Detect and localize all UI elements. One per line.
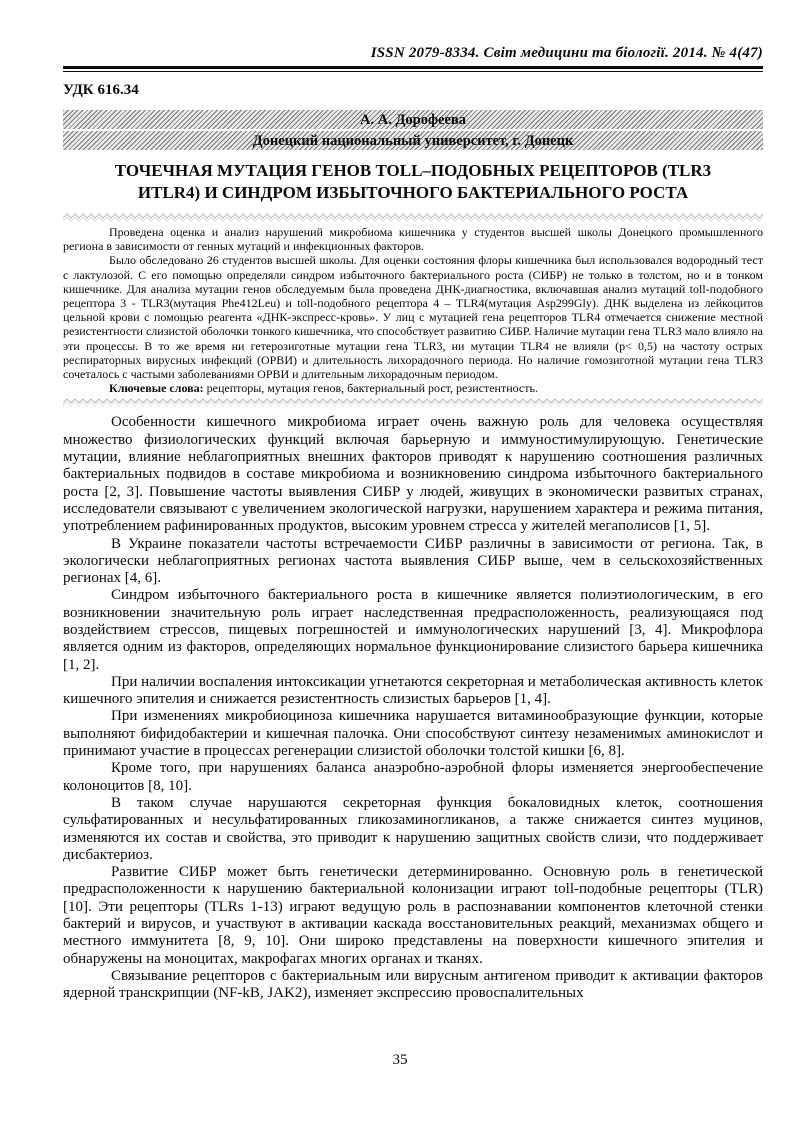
- body-paragraph: Связывание рецепторов с бактериальным или вирусным антигеном приводит к активации факторов ядерной транскрипции (NF-kB, JAK2), изменяет экспрессию провоспалительных: [63, 967, 763, 1002]
- body-paragraph: В таком случае нарушаются секреторная функция бокаловидных клеток, соотношения сульфатированных и несульфатированных гликозаминогликанов, а также снижается синтез муцинов, изменяются их состав и свойства, это приводит к нарушению защитных свойств слизи, что поддерживает дисбактериоз.: [63, 794, 763, 863]
- body-paragraph: При изменениях микробиоциноза кишечника нарушается витаминообразующие функции, которые выполняют бифидобактерии и кишечная палочка. Они способствуют синтезу незаменимых аминокислот и принимают участие в процессах регенерации слизистой оболочки толстой кишки [6, 8].: [63, 708, 763, 760]
- keywords-text: рецепторы, мутация генов, бактериальный рост, резистентность.: [203, 381, 538, 396]
- page-number: 35: [392, 1052, 408, 1068]
- author-affiliation: Донецкий национальный университет, г. Донецк: [63, 131, 763, 150]
- article-body: [63, 414, 763, 1002]
- udk-label: УДК 616.34: [63, 82, 139, 98]
- zigzag-divider-top: [63, 213, 763, 222]
- abstract-paragraph: Проведена оценка и анализ нарушений микробиома кишечника у студентов высшей школы Донецкого промышленного региона в зависимости от генных мутаций и инфекционных факторов.: [63, 225, 763, 254]
- zigzag-divider-bottom: [63, 398, 763, 407]
- body-paragraph: Развитие СИБР может быть генетически детерминированно. Основную роль в генетической предрасположенности к нарушению бактериальной колонизации играют toll-подобные рецепторы (TLR) [10]. Эти рецепторы (TLRs 1-13) играют ведущую роль в распознавании компонентов клеточной стенки бактерий и вирусов, и участвуют в активации каскада восстановительных реакций, механизмах общего и местного иммунитета [8, 9, 10]. Они широко представлены на поверхности кишечного эпителия и обнаружены на моноцитах, макрофагах многих органах и тканях.: [63, 864, 763, 967]
- article-title: ТОЧЕЧНАЯ МУТАЦИЯ ГЕНОВ TOLL–ПОДОБНЫХ РЕЦЕПТОРОВ (TLR3 ИTLR4) И СИНДРОМ ИЗБЫТОЧНОГО БАКТЕРИАЛЬНОГО РОСТА: [114, 161, 712, 202]
- journal-header: ISSN 2079-8334. Світ медицини та біології. 2014. № 4(47): [370, 45, 763, 61]
- keywords-line: [63, 381, 763, 395]
- author-name: А. А. Дорофеева: [63, 110, 763, 129]
- header-rule: [63, 66, 763, 72]
- author-block: [63, 110, 763, 150]
- body-paragraph: В Украине показатели частоты встречаемости СИБР различны в зависимости от региона. Так, в экологически неблагоприятных регионах частота выявления СИБР выше, чем в сельскохозяйственных регионах [4, 6].: [63, 535, 763, 587]
- body-paragraph: Синдром избыточного бактериального роста в кишечнике является полиэтиологическим, в его возникновении значительную роль играет наследственная предрасположенность, реализующаяся под воздействием стрессов, пищевых погрешностей и иммунологических нарушений [3, 4]. Микрофлора является одним из факторов, определяющих нормальное функционирование слизистого барьера кишечника [1, 2].: [63, 587, 763, 673]
- page-content: [63, 0, 763, 1003]
- abstract-section: [63, 225, 763, 395]
- abstract-paragraph: Было обследовано 26 студентов высшей школы. Для оценки состояния флоры кишечника был использовался водородный тест с лактулозой. С его помощью определяли синдром избыточного бактериального роста (СИБР) не только в толстом, но и в тонком кишечнике. Для анализа мутации генов обследуемым была проведена ДНК-диагностика, включавшая анализ мутаций toll-подобного рецептора 3 - TLR3(мутация Phe412Leu) и toll-подобного рецептора 4 – TLR4(мутация Asp299Gly). ДНК выделена из лейкоцитов цельной крови с помощью реагента «ДНК-экспресс-кровь». У лиц с мутацией гена рецепторов TLR4 отмечается снижение местной резистентности слизистой оболочки тонкого кишечника, что способствует развитию СИБР. Наличие мутации гена TLR3 мало влияло на эти процессы. В то же время ни гетерозиготные мутации гена TLR3, ни мутации TLR4 не влияли (р< 0,5) на частоту острых респираторных вирусных инфекций (ОРВИ) и длительность лихорадочного периода. Но наличие гомозиготной мутации гена TLR3 сочеталось с частыми заболеваниями ОРВИ и длительным лихорадочным периодом.: [63, 253, 763, 382]
- body-paragraph: Кроме того, при нарушениях баланса анаэробно-аэробной флоры изменяется энергообеспечение колоноцитов [8, 10].: [63, 760, 763, 794]
- keywords-label: Ключевые слова:: [109, 381, 204, 396]
- body-paragraph: При наличии воспаления интоксикации угнетаются секреторная и метаболическая активность клеток кишечного эпителия и снижается резистентность слизистых барьеров [1, 4].: [63, 673, 763, 708]
- body-paragraph: Особенности кишечного микробиома играет очень важную роль для человека осуществляя множество физиологических функций включая барьерную и иммуностимулирующую. Генетические мутации, влияние неблагоприятных внешних факторов приводят к нарушению соотношения различных бактериальных подвидов в составе микробиома и возникновению синдрома избыточного бактериального роста [2, 3]. Повышение частоты выявления СИБР у людей, живущих в экономически развитых странах, исследователи связывают с увеличением экологической нагрузки, нарушением характера и режима питания, употреблением рафинированных продуктов, высоким уровнем стресса у жителей мегаполисов [1, 5].: [63, 414, 763, 535]
